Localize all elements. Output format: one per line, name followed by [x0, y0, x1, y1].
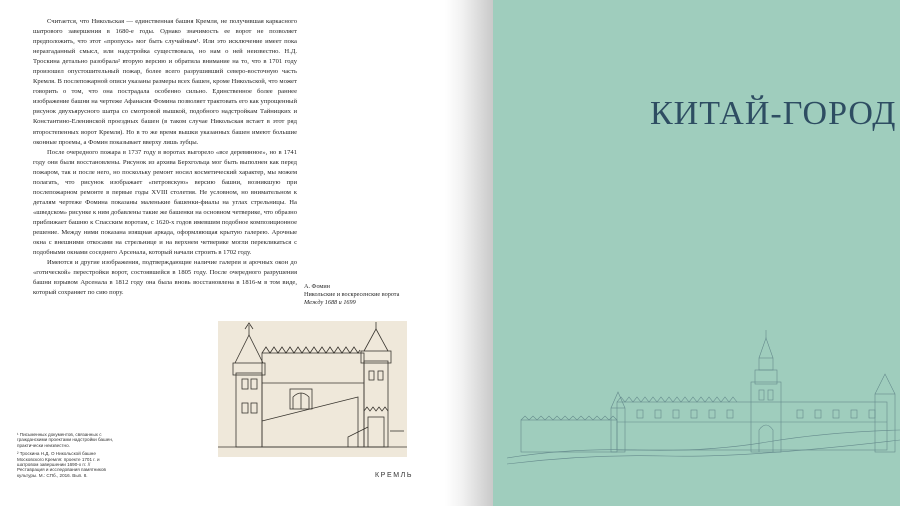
- fortress-gate-drawing-icon: [218, 321, 407, 457]
- fortress-gate-drawing-figure: [218, 321, 407, 457]
- page-gutter: [445, 0, 493, 506]
- body-text: [33, 17, 297, 298]
- caption-author: А. Фомин: [304, 283, 330, 290]
- figure-caption: [304, 283, 404, 308]
- footnote: ² Троскина Н.Д. О Никольской башне Московского Кремля: проекте 1701 г. и шатровом завершении 1690-х гг. // Реставрация и исследования памятников культуры. М.: СПб., 2016. Вып. 8.: [17, 451, 106, 478]
- chapter-title: КИТАЙ-ГОРОД: [650, 95, 897, 132]
- footnote: ¹ Письменных документов, связанных с гражданскими проектами надстройки башен, практически неизвестно.: [17, 432, 114, 448]
- paragraph: Считается, что Никольская — единственная башня Кремля, не получившая каркасного шатрового завершения в 1680-е годы. Однако значимость ее ворот не позволяет предположить, что этот «пропуск» мог быть случайным¹. Или это исключение имеет пока неразгаданный смысл, или надстройка существовала, но нам о ней неизвестно. Н.Д. Троскина детально разобрала² вторую версию и обратила внимание на то, что в 1701 году произошел опустошительный пожар, более всего разрушивший северо-восточную часть Кремля. В послепожарной описи указаны размеры всех башен, кроме Никольской, что может говорить о том, что она пострадала особенно сильно. Единственное более раннее изображение башни на чертеже Афанасия Фомина позволяет трактовать его как упрощенный рисунок двухъярусного шатра со смотровой вышкой, подобного надстройкам Тайницких и Константино-Еленинской проездных башен (в таком случае Никольская встает в этот ряд второстепенных ворот Кремля). Но в то же время вышки указанных башен имеют большие оконные проемы, а Фомин показывает вверху лишь зубцы.: [33, 18, 297, 146]
- paragraph: После очередного пожара в 1737 году в воротах выгорело «все деревянное», но в 1741 году они были восстановлены. Рисунок из архива Берхгольца мог быть выполнен как перед пожаром, так и после него, но поскольку ремонт носил косметический характер, мы можем полагать, что рисунок изображает «петровскую» версию башни, возникшую при послепожарном ремонте в первые годы XVIII столетия. Не условном, но внимательном к деталям чертеже Фомина показаны маленькие башенки-фиалы на углах стрельницы. На «шведском» рисунке к ним добавлены такие же башенки на основном четверике, что образно приближает башню к Спасским воротам, с 1620-х годов имевшим подобное композиционное решение. Между ними показана изящная аркада, оформляющая крытую галерею. Арочные окна с внешними откосами на стрельнице и на верхнем четверике могли перекликаться с подобными окнами соседнего Арсенала, который начали строить в 1702 году.: [33, 148, 297, 257]
- running-head: КРЕМЛЬ: [375, 472, 414, 479]
- right-page: [493, 0, 900, 506]
- caption-title: Никольские и воскресенские ворота: [304, 291, 400, 299]
- footnotes: [17, 432, 117, 481]
- kremlin-wall-line-drawing-icon: [507, 330, 900, 506]
- paragraph: Имеются и другие изображения, подтверждающие наличие галереи и арочных окон до «готической» перестройки ворот, состоявшейся в 1805 году. После очередного разрушения башни взрывом Арсенала в 1812 году она была вновь восстановлена в 1816-м в том виде, который сохраняет по сию пору.: [33, 259, 297, 297]
- caption-date: Между 1688 и 1699: [304, 299, 356, 307]
